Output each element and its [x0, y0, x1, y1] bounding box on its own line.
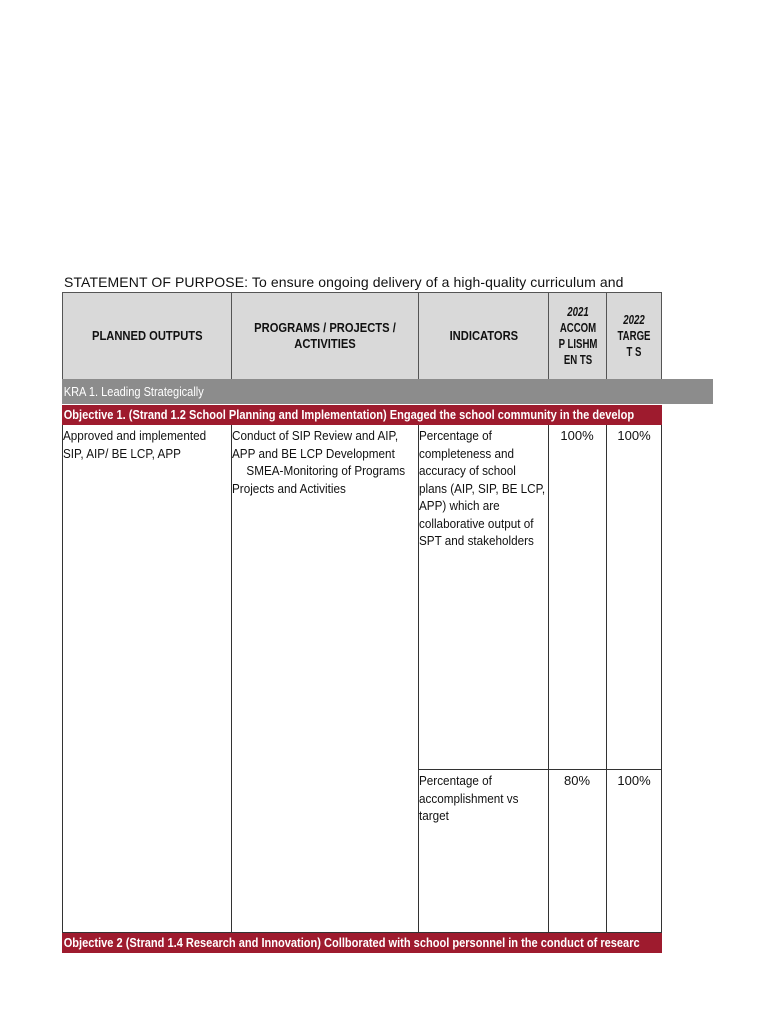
objective-2-band: Objective 2 (Strand 1.4 Research and Innovation) Collborated with school personnel in the conduct of researc [62, 933, 662, 953]
accomplishment-value: 80% [563, 773, 591, 788]
grid-line [661, 425, 662, 933]
accomplishments-year: 2021 [566, 304, 589, 319]
grid-line [62, 425, 63, 933]
header-planned-outputs: PLANNED OUTPUTS [62, 292, 232, 380]
accomplishment-value: 100% [560, 428, 594, 443]
grid-line [418, 769, 662, 770]
target-value: 100% [617, 428, 651, 443]
header-indicators: INDICATORS [418, 292, 549, 380]
grid-line [231, 425, 232, 933]
objective-1-band: Objective 1. (Strand 1.2 School Planning and Implementation) Engaged the school community in the develop [62, 405, 662, 425]
program-item: Conduct of SIP Review and AIP, APP and BE LCP Development [232, 428, 399, 461]
statement-of-purpose: STATEMENT OF PURPOSE: To ensure ongoing delivery of a high-quality curriculum and [64, 274, 624, 290]
grid-line [548, 425, 549, 933]
programs-cell [231, 425, 418, 933]
kra-band: KRA 1. Leading Strategically [62, 379, 713, 404]
program-item: SMEA-Monitoring of Programs Projects and Activities [232, 463, 406, 496]
header-targets [606, 292, 662, 380]
target-value: 100% [617, 773, 651, 788]
targets-year: 2022 [623, 312, 645, 327]
header-programs: PROGRAMS / PROJECTS / ACTIVITIES [231, 292, 419, 380]
planned-output-cell: Approved and implemented SIP, AIP/ BE LCP, APP [63, 428, 207, 461]
grid-line [418, 425, 419, 933]
accomplishments-label: ACCOMP LISHMEN TS [558, 320, 597, 367]
header-accomplishments [548, 292, 607, 380]
indicator-cell: Percentage of accomplishment vs target [419, 773, 519, 823]
grid-line [606, 425, 607, 933]
targets-label: TARGET S [617, 328, 651, 359]
indicator-cell: Percentage of completeness and accuracy of school plans (AIP, SIP, BE LCP, APP) which are collaborative output of SPT and stakeholders [419, 428, 546, 548]
